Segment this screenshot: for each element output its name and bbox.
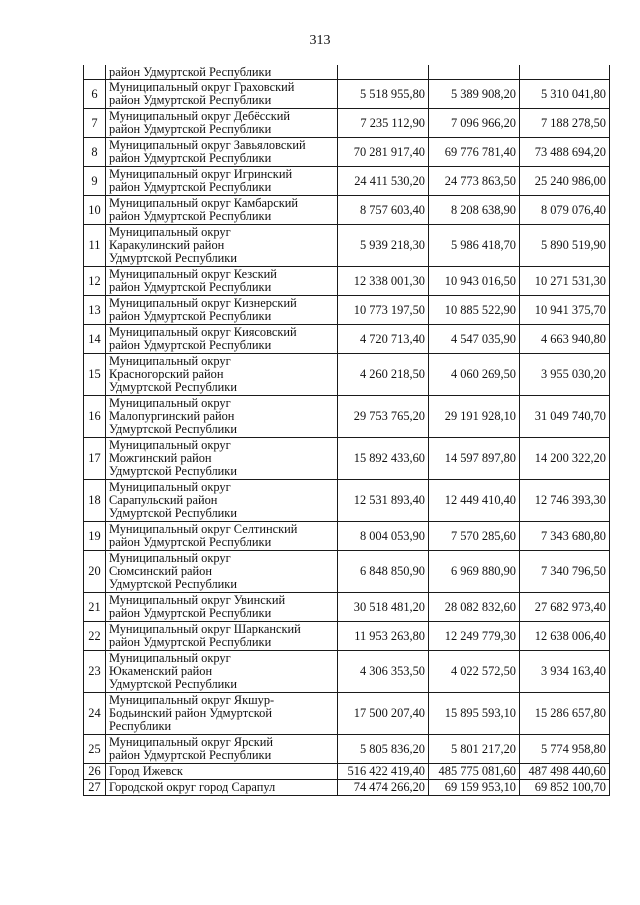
value-cell-1: 24 411 530,20 [338,167,429,196]
municipality-name-cell [106,65,338,80]
value-cell-2: 69 776 781,40 [429,138,520,167]
row-number-cell: 18 [84,480,106,522]
value-cell-2: 8 208 638,90 [429,196,520,225]
value-cell-3: 5 310 041,80 [520,80,610,109]
value-cell-3: 10 271 531,30 [520,267,610,296]
value-cell-3: 31 049 740,70 [520,396,610,438]
value-cell-3: 487 498 440,60 [520,764,610,780]
table-row [84,196,610,225]
value-cell-1: 5 939 218,30 [338,225,429,267]
value-cell-2: 28 082 832,60 [429,593,520,622]
table-row [84,480,610,522]
municipality-name: Муниципальный округ Киясовский район Удмуртской Республики [109,325,297,352]
value-cell-1 [338,65,429,80]
table-row [84,522,610,551]
value-cell-1: 10 773 197,50 [338,296,429,325]
value-cell-2: 7 096 966,20 [429,109,520,138]
value-cell-2: 10 943 016,50 [429,267,520,296]
value-cell-2: 6 969 880,90 [429,551,520,593]
value-cell-3: 12 638 006,40 [520,622,610,651]
municipality-name: Муниципальный округ Якшур- Бодьинский район Удмуртской Республики [109,693,275,733]
value-cell-3: 4 663 940,80 [520,325,610,354]
value-cell-3: 15 286 657,80 [520,693,610,735]
municipality-name-cell [106,764,338,780]
value-cell-3: 7 188 278,50 [520,109,610,138]
value-cell-1: 4 260 218,50 [338,354,429,396]
value-cell-3: 73 488 694,20 [520,138,610,167]
value-cell-1: 74 474 266,20 [338,780,429,796]
municipality-name: Муниципальный округ Селтинский район Удмуртской Республики [109,522,298,549]
table-row [84,622,610,651]
value-cell-1: 29 753 765,20 [338,396,429,438]
value-cell-1: 6 848 850,90 [338,551,429,593]
row-number-cell: 7 [84,109,106,138]
value-cell-3: 69 852 100,70 [520,780,610,796]
municipality-name: Муниципальный округ Каракулинский район Удмуртской Республики [109,225,237,265]
municipality-name-cell [106,109,338,138]
municipality-name: Муниципальный округ Сарапульский район Удмуртской Республики [109,480,237,520]
table-row [84,80,610,109]
municipality-name-cell [106,80,338,109]
value-cell-3: 7 340 796,50 [520,551,610,593]
table-row [84,354,610,396]
row-number-cell: 16 [84,396,106,438]
row-number-cell: 21 [84,593,106,622]
value-cell-3: 5 890 519,90 [520,225,610,267]
municipality-name-cell [106,693,338,735]
municipality-name: Муниципальный округ Увинский район Удмуртской Республики [109,593,286,620]
value-cell-2: 69 159 953,10 [429,780,520,796]
value-cell-2: 12 249 779,30 [429,622,520,651]
table-row [84,225,610,267]
value-cell-2: 10 885 522,90 [429,296,520,325]
value-cell-1: 516 422 419,40 [338,764,429,780]
budget-table [83,65,610,796]
table-row [84,396,610,438]
value-cell-1: 11 953 263,80 [338,622,429,651]
value-cell-1: 17 500 207,40 [338,693,429,735]
value-cell-2: 24 773 863,50 [429,167,520,196]
value-cell-2: 5 986 418,70 [429,225,520,267]
municipality-name-cell [106,225,338,267]
municipality-name-cell [106,354,338,396]
row-number-cell: 25 [84,735,106,764]
table-row [84,296,610,325]
value-cell-3: 27 682 973,40 [520,593,610,622]
table-row [84,109,610,138]
municipality-name-cell [106,593,338,622]
municipality-name-cell [106,296,338,325]
value-cell-1: 15 892 433,60 [338,438,429,480]
municipality-name-cell [106,780,338,796]
municipality-name: Муниципальный округ Игринский район Удмуртской Республики [109,167,293,194]
table-row [84,735,610,764]
municipality-name: Муниципальный округ Дебёсский район Удмуртской Республики [109,109,290,136]
row-number-cell: 10 [84,196,106,225]
value-cell-2 [429,65,520,80]
value-cell-2: 485 775 081,60 [429,764,520,780]
municipality-name-cell [106,138,338,167]
municipality-name: Муниципальный округ Можгинский район Удмуртской Республики [109,438,237,478]
municipality-name: Муниципальный округ Шарканский район Удмуртской Республики [109,622,301,649]
value-cell-1: 70 281 917,40 [338,138,429,167]
municipality-name: Муниципальный округ Ярский район Удмуртской Республики [109,735,274,762]
value-cell-1: 12 531 893,40 [338,480,429,522]
table-row [84,651,610,693]
row-number-cell: 27 [84,780,106,796]
value-cell-2: 4 060 269,50 [429,354,520,396]
value-cell-3: 8 079 076,40 [520,196,610,225]
table-row [84,167,610,196]
municipality-name: Муниципальный округ Юкаменский район Удмуртской Республики [109,651,237,691]
row-number-cell: 24 [84,693,106,735]
value-cell-2: 4 022 572,50 [429,651,520,693]
municipality-name: Городской округ город Сарапул [109,780,276,794]
row-number-cell: 19 [84,522,106,551]
value-cell-3: 7 343 680,80 [520,522,610,551]
value-cell-1: 8 004 053,90 [338,522,429,551]
value-cell-1: 5 518 955,80 [338,80,429,109]
value-cell-2: 14 597 897,80 [429,438,520,480]
table-row [84,764,610,780]
value-cell-3: 10 941 375,70 [520,296,610,325]
row-number-cell: 15 [84,354,106,396]
row-number-cell: 17 [84,438,106,480]
value-cell-3: 5 774 958,80 [520,735,610,764]
value-cell-2: 12 449 410,40 [429,480,520,522]
budget-table-body [84,65,610,796]
municipality-name: Город Ижевск [109,764,183,778]
row-number-cell: 8 [84,138,106,167]
table-row [84,138,610,167]
municipality-name-cell [106,325,338,354]
value-cell-3: 12 746 393,30 [520,480,610,522]
municipality-name-cell [106,167,338,196]
page-number: 313 [309,33,331,48]
value-cell-1: 4 720 713,40 [338,325,429,354]
municipality-name: Муниципальный округ Кизнерский район Удмуртской Республики [109,296,297,323]
row-number-cell: 14 [84,325,106,354]
row-number-cell: 9 [84,167,106,196]
table-row-continued [84,65,610,80]
row-number-cell [84,65,106,80]
value-cell-2: 7 570 285,60 [429,522,520,551]
municipality-name: Муниципальный округ Сюмсинский район Удмуртской Республики [109,551,237,591]
value-cell-2: 15 895 593,10 [429,693,520,735]
municipality-name: Муниципальный округ Завьяловский район Удмуртской Республики [109,138,306,165]
row-number-cell: 23 [84,651,106,693]
value-cell-3: 14 200 322,20 [520,438,610,480]
table-row [84,325,610,354]
row-number-cell: 13 [84,296,106,325]
row-number-cell: 22 [84,622,106,651]
row-number-cell: 26 [84,764,106,780]
row-number-cell: 20 [84,551,106,593]
municipality-name-cell [106,522,338,551]
municipality-name: Муниципальный округ Малопургинский район Удмуртской Республики [109,396,237,436]
municipality-name-cell [106,267,338,296]
row-number-cell: 12 [84,267,106,296]
table-row [84,267,610,296]
municipality-name: Муниципальный округ Камбарский район Удмуртской Республики [109,196,299,223]
value-cell-3: 25 240 986,00 [520,167,610,196]
municipality-name-cell [106,651,338,693]
value-cell-1: 5 805 836,20 [338,735,429,764]
municipality-name-cell [106,196,338,225]
value-cell-3 [520,65,610,80]
value-cell-2: 29 191 928,10 [429,396,520,438]
table-row [84,693,610,735]
value-cell-1: 7 235 112,90 [338,109,429,138]
municipality-name: Муниципальный округ Кезский район Удмуртской Республики [109,267,277,294]
municipality-name-cell [106,622,338,651]
row-number-cell: 11 [84,225,106,267]
municipality-name: Муниципальный округ Граховский район Удмуртской Республики [109,80,295,107]
municipality-name: район Удмуртской Республики [109,65,272,79]
value-cell-1: 8 757 603,40 [338,196,429,225]
value-cell-3: 3 934 163,40 [520,651,610,693]
municipality-name-cell [106,551,338,593]
value-cell-3: 3 955 030,20 [520,354,610,396]
table-row [84,438,610,480]
row-number-cell: 6 [84,80,106,109]
value-cell-1: 12 338 001,30 [338,267,429,296]
municipality-name-cell [106,396,338,438]
table-row [84,593,610,622]
municipality-name-cell [106,480,338,522]
value-cell-2: 5 389 908,20 [429,80,520,109]
value-cell-2: 4 547 035,90 [429,325,520,354]
municipality-name: Муниципальный округ Красногорский район Удмуртской Республики [109,354,237,394]
municipality-name-cell [106,438,338,480]
value-cell-2: 5 801 217,20 [429,735,520,764]
table-row [84,780,610,796]
value-cell-1: 4 306 353,50 [338,651,429,693]
value-cell-1: 30 518 481,20 [338,593,429,622]
table-row [84,551,610,593]
municipality-name-cell [106,735,338,764]
